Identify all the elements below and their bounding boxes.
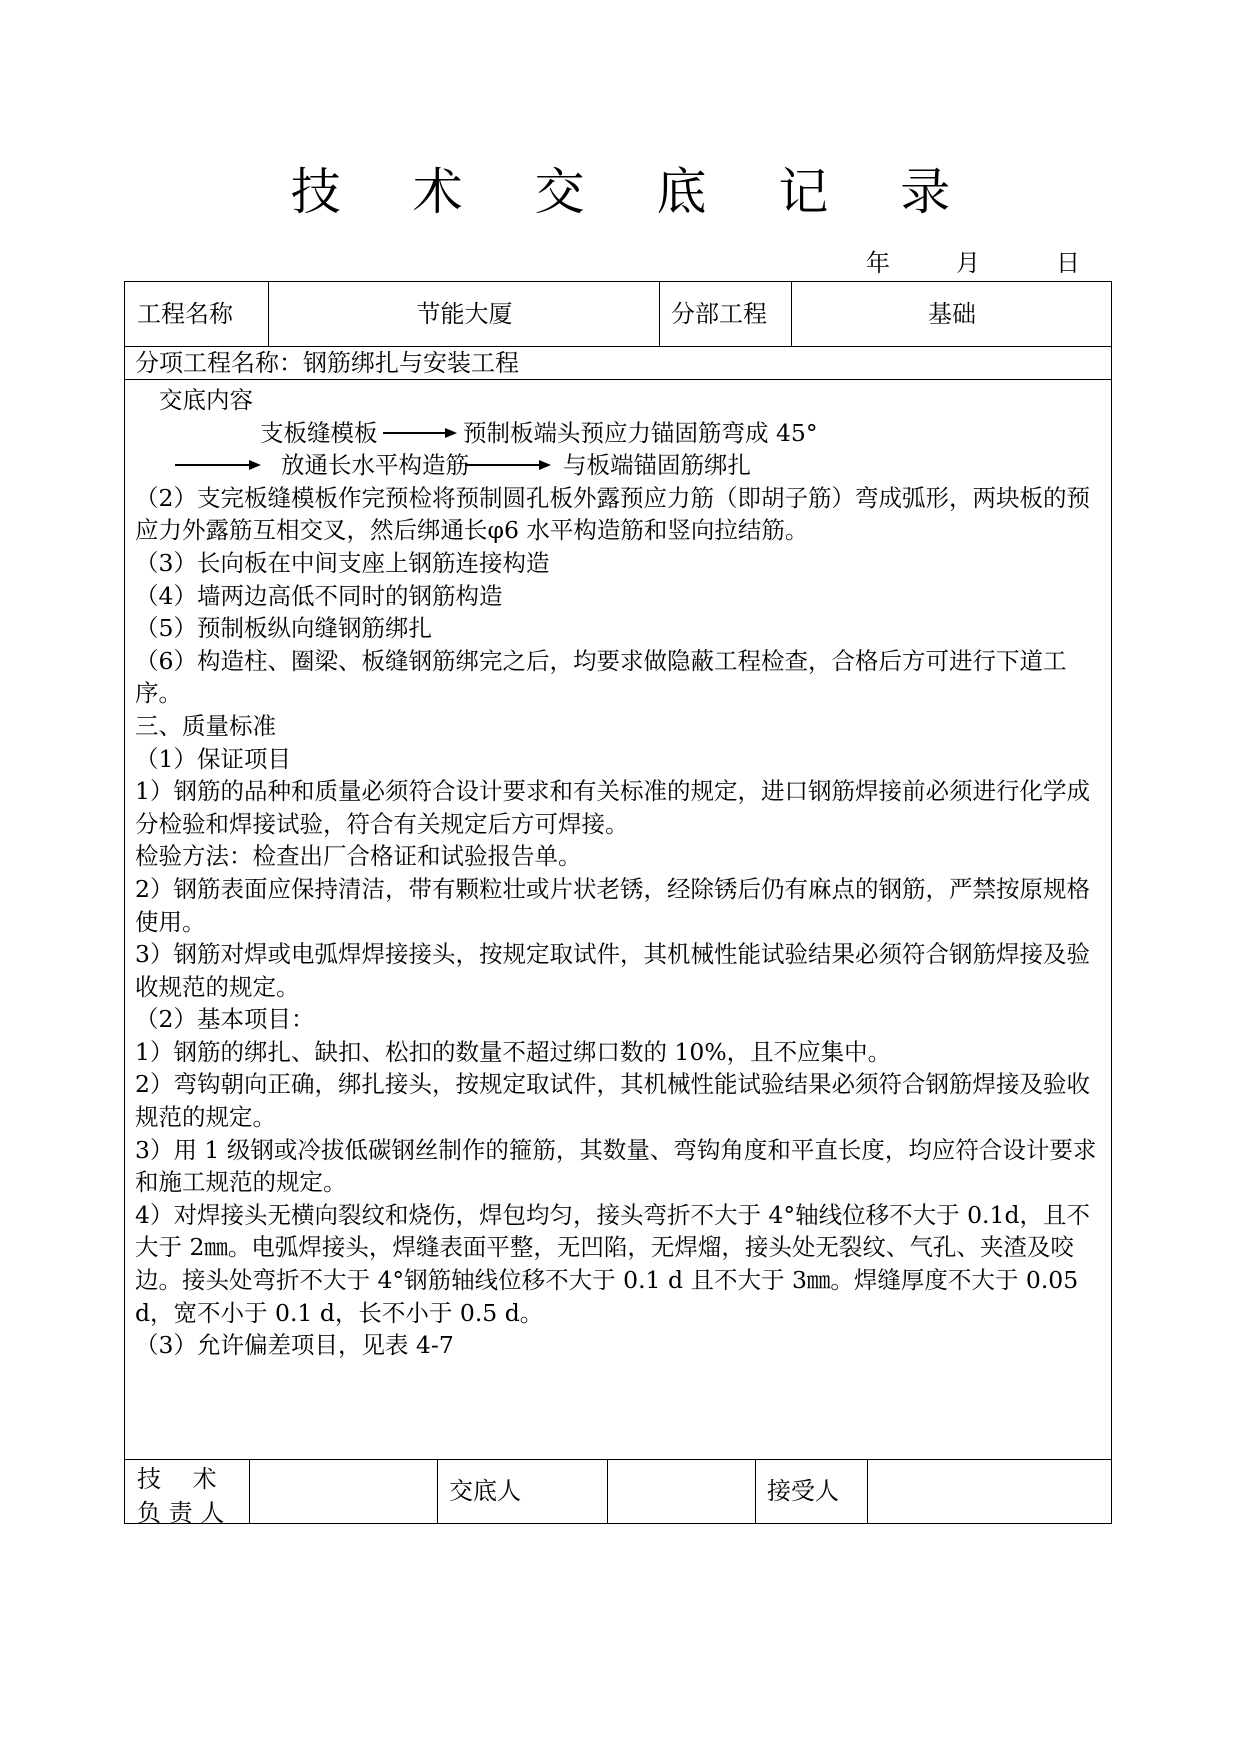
division-value: 基础: [928, 300, 976, 328]
col-divider: [791, 282, 792, 346]
content-paragraph: （4）墙两边高低不同时的钢筋构造: [135, 581, 503, 610]
project-name-label: 工程名称: [137, 300, 233, 328]
content-paragraph: 3）钢筋对焊或电弧焊焊接接头，按规定取试件，其机械性能试验结果必须符合钢筋焊接及验收规范的规定。: [135, 940, 1090, 1001]
content-paragraph: （6）构造柱、圈梁、板缝钢筋绑完之后，均要求做隐蔽工程检查，合格后方可进行下道工序。: [135, 646, 1067, 708]
receiver-signature-field[interactable]: [869, 1459, 1111, 1523]
col-divider: [659, 282, 660, 346]
content-paragraph: 4）对焊接头无横向裂纹和烧伤，焊包均匀，接头弯折不大于 4°轴线位移不大于 0.1d，且不大于 2㎜。电弧焊接头，焊缝表面平整，无凹陷，无焊熘，接头处无裂纹、气孔、夹渣及咬边。接头处弯折不大于 4°钢筋轴线位移不大于 0.1 d 且不大于 3㎜。焊缝厚度不大于 0.05 d，宽不小于 0.1 d，长不小于 0.5 d。: [135, 1200, 1091, 1327]
subitem-name: 分项工程名称：钢筋绑扎与安装工程: [135, 348, 519, 377]
discloser-signature-field[interactable]: [609, 1459, 755, 1523]
receiver-label: 接受人: [767, 1477, 839, 1505]
arrow-right-icon: [175, 457, 261, 473]
arrow-right-icon: [465, 457, 551, 473]
content-paragraph: 2）钢筋表面应保持清洁，带有颗粒壮或片状老锈，经除锈后仍有麻点的钢筋，严禁按原规格使用。: [135, 874, 1090, 936]
content-paragraph: 1）钢筋的绑扎、缺扣、松扣的数量不超过绑口数的 10%，且不应集中。: [135, 1037, 892, 1066]
flow-step-tie-anchor: 与板端锚固筋绑扎: [563, 451, 751, 480]
content-paragraph: （3）允许偏差项目，见表 4-7: [135, 1331, 454, 1360]
col-divider: [268, 282, 269, 346]
tech-lead-label: [137, 1462, 247, 1530]
content-paragraph: 1）钢筋的品种和质量必须符合设计要求和有关标准的规定，进口钢筋焊接前必须进行化学成分检验和焊接试验，符合有关规定后方可焊接。: [135, 777, 1090, 838]
tech-lead-label-line-2: 负 责 人: [137, 1499, 225, 1527]
date-day-label: 日: [1056, 249, 1080, 277]
content-paragraph: 2）弯钩朝向正确，绑扎接头，按规定取试件，其机械性能试验结果必须符合钢筋焊接及验收规范的规定。: [135, 1070, 1090, 1132]
content-paragraph: （5）预制板纵向缝钢筋绑扎: [135, 614, 432, 643]
tech-lead-signature-field[interactable]: [251, 1459, 437, 1523]
flow-step-line-2: [135, 449, 1100, 482]
flow-step-bend-anchor: 预制板端头预应力锚固筋弯成 45°: [463, 418, 818, 447]
subsection-heading: （2）基本项目：: [135, 1005, 315, 1034]
col-divider: [437, 1459, 438, 1523]
subsection-heading: （1）保证项目: [135, 744, 291, 773]
col-divider: [249, 1459, 250, 1523]
content-paragraph: （2）支完板缝模板作完预检将预制圆孔板外露预应力筋（即胡子筋）弯成弧形，两块板的预应力外露筋互相交叉，然后绑通长φ6 水平构造筋和竖向拉结筋。: [135, 483, 1090, 545]
flow-step-line-1: [135, 417, 1100, 450]
arrow-right-icon: [383, 425, 457, 441]
disclosure-content: [135, 384, 1100, 1362]
discloser-label: 交底人: [449, 1477, 521, 1505]
date-year-label: 年: [866, 249, 890, 277]
col-divider: [755, 1459, 756, 1523]
col-divider: [867, 1459, 868, 1523]
content-paragraph: 3）用 1 级钢或冷拔低碳钢丝制作的箍筋，其数量、弯钩角度和平直长度，均应符合设计要求和施工规范的规定。: [135, 1135, 1097, 1197]
project-name-value: 节能大厦: [416, 300, 513, 328]
date-month-label: 月: [956, 249, 980, 277]
document-title: 技 术 交 底 记 录: [290, 163, 979, 221]
content-paragraph: （3）长向板在中间支座上钢筋连接构造: [135, 548, 550, 577]
col-divider: [607, 1459, 608, 1523]
flow-step-horizontal-bar: 放通长水平构造筋: [281, 451, 469, 480]
tech-lead-label-line-1: 技 术: [137, 1465, 217, 1493]
section-heading: 三、质量标准: [135, 711, 276, 740]
content-intro-label: 交底内容: [159, 386, 253, 414]
division-label: 分部工程: [671, 300, 767, 328]
flow-step-formwork: 支板缝模板: [260, 418, 378, 447]
row-divider: [125, 379, 1111, 380]
content-paragraph: 检验方法：检查出厂合格证和试验报告单。: [135, 842, 582, 871]
disclosure-form: [124, 281, 1112, 1527]
